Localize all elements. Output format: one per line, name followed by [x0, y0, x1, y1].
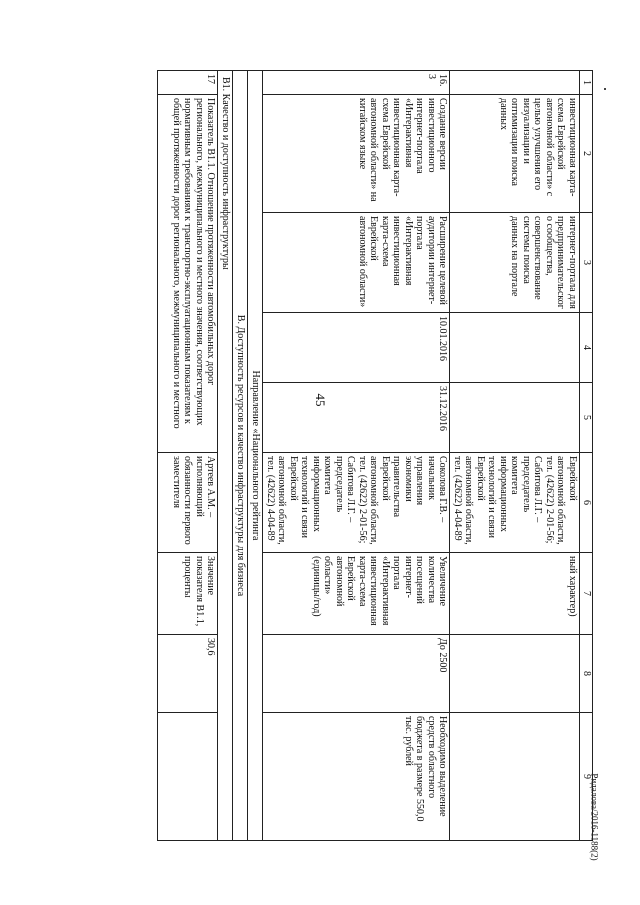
cell-responsible: Артеев А.М. – исполняющий обязанности первого заместителя	[158, 453, 218, 553]
section-row	[248, 71, 263, 841]
cell-measure: инвестиционная карта-схема Еврейской автономной области» с целью улучшения его визуализации и оптимизации поиска данных	[450, 95, 580, 213]
col-header-1: 1	[580, 71, 593, 95]
col-header-2: 2	[580, 95, 593, 213]
cell-goal: Расширение целевой аудитории интернет-портала «Интерактивная инвестиционная карта-схема Еврейской автономной области»	[263, 213, 450, 313]
col-header-3: 3	[580, 213, 593, 313]
section-b1-heading: В1. Качество и доступность инфраструктуры	[218, 71, 233, 841]
measures-table	[158, 70, 594, 841]
direction-heading: Направление «Национального рейтинга	[248, 71, 263, 841]
col-header-5: 5	[580, 383, 593, 453]
scan-mark	[604, 88, 606, 90]
cell-indicator: ный характер)	[450, 553, 580, 635]
cell-end-date	[450, 383, 580, 453]
col-header-7: 7	[580, 553, 593, 635]
cell-target	[450, 635, 580, 713]
cell-start-date: 10.01.2016	[263, 313, 450, 383]
cell-goal: интернет-портала для предпринимательского сообщества, совершенствование системы поиска данных на портале	[450, 213, 580, 313]
rotated-table-sheet	[83, 70, 593, 840]
col-header-4: 4	[580, 313, 593, 383]
section-row	[233, 71, 248, 841]
cell-responsible: Соколова Г.В. – начальник управления экономики правительства Еврейской автономной области, тел. (42622) 2-01-56; Сабитова Л.Г. – председатель комитета информационных технологий и связи Еврейской автономной области, тел. (42622) 4-04-89	[263, 453, 450, 553]
cell-indicator-text: Показатель В1.1. Отношение протяженности автомобильных дорог регионального, межмуниципального и местного значения, соответствующих нормативным требованиям к транспортно-эксплуатационным показателям к общей протяженности дорог регионального, межмуниципального и местного	[158, 95, 218, 453]
cell-measure: Создание версии инвестиционного интернет-портала «Интерактивная инвестиционная карта-схема Еврейской автономной области» на китайском языке	[263, 95, 450, 213]
section-row	[218, 71, 233, 841]
col-header-8: 8	[580, 635, 593, 713]
section-b-heading: В. Доступность ресурсов и качество инфраструктуры для бизнеса	[233, 71, 248, 841]
cell-indicator: Значение показателя В1.1, проценты	[158, 553, 218, 635]
cell-start-date	[450, 313, 580, 383]
cell-note	[158, 713, 218, 841]
table-row	[450, 71, 580, 841]
table-row	[158, 71, 218, 841]
col-header-6: 6	[580, 453, 593, 553]
cell-target: 30,6	[158, 635, 218, 713]
cell-note: Необходимо выделение средств областного бюджета в размере 550,0 тыс. рублей	[263, 713, 450, 841]
cell-note	[450, 713, 580, 841]
header-row	[580, 71, 593, 841]
footer-code: Ридалова/2016-1188(2)	[589, 773, 600, 861]
cell-target: До 2500	[263, 635, 450, 713]
cell-responsible: Еврейской автономной области, тел. (42622) 2-01-56; Сабитова Л.Г. – председатель комитета информационных технологий и связи Еврейской автономной области, тел. (42622) 4-04-89	[450, 453, 580, 553]
table-row	[263, 71, 450, 841]
page-number: 45	[313, 393, 328, 407]
cell-number	[450, 71, 580, 95]
cell-end-date: 31.12.2016	[263, 383, 450, 453]
col-header-9: 9	[580, 713, 593, 841]
cell-indicator: Увеличение количества посещений интернет-портала «Интерактивная инвестиционная карта-схема Еврейской автономной области» (единицы/год)	[263, 553, 450, 635]
cell-number: 16.3	[263, 71, 450, 95]
cell-number: 17	[158, 71, 218, 95]
